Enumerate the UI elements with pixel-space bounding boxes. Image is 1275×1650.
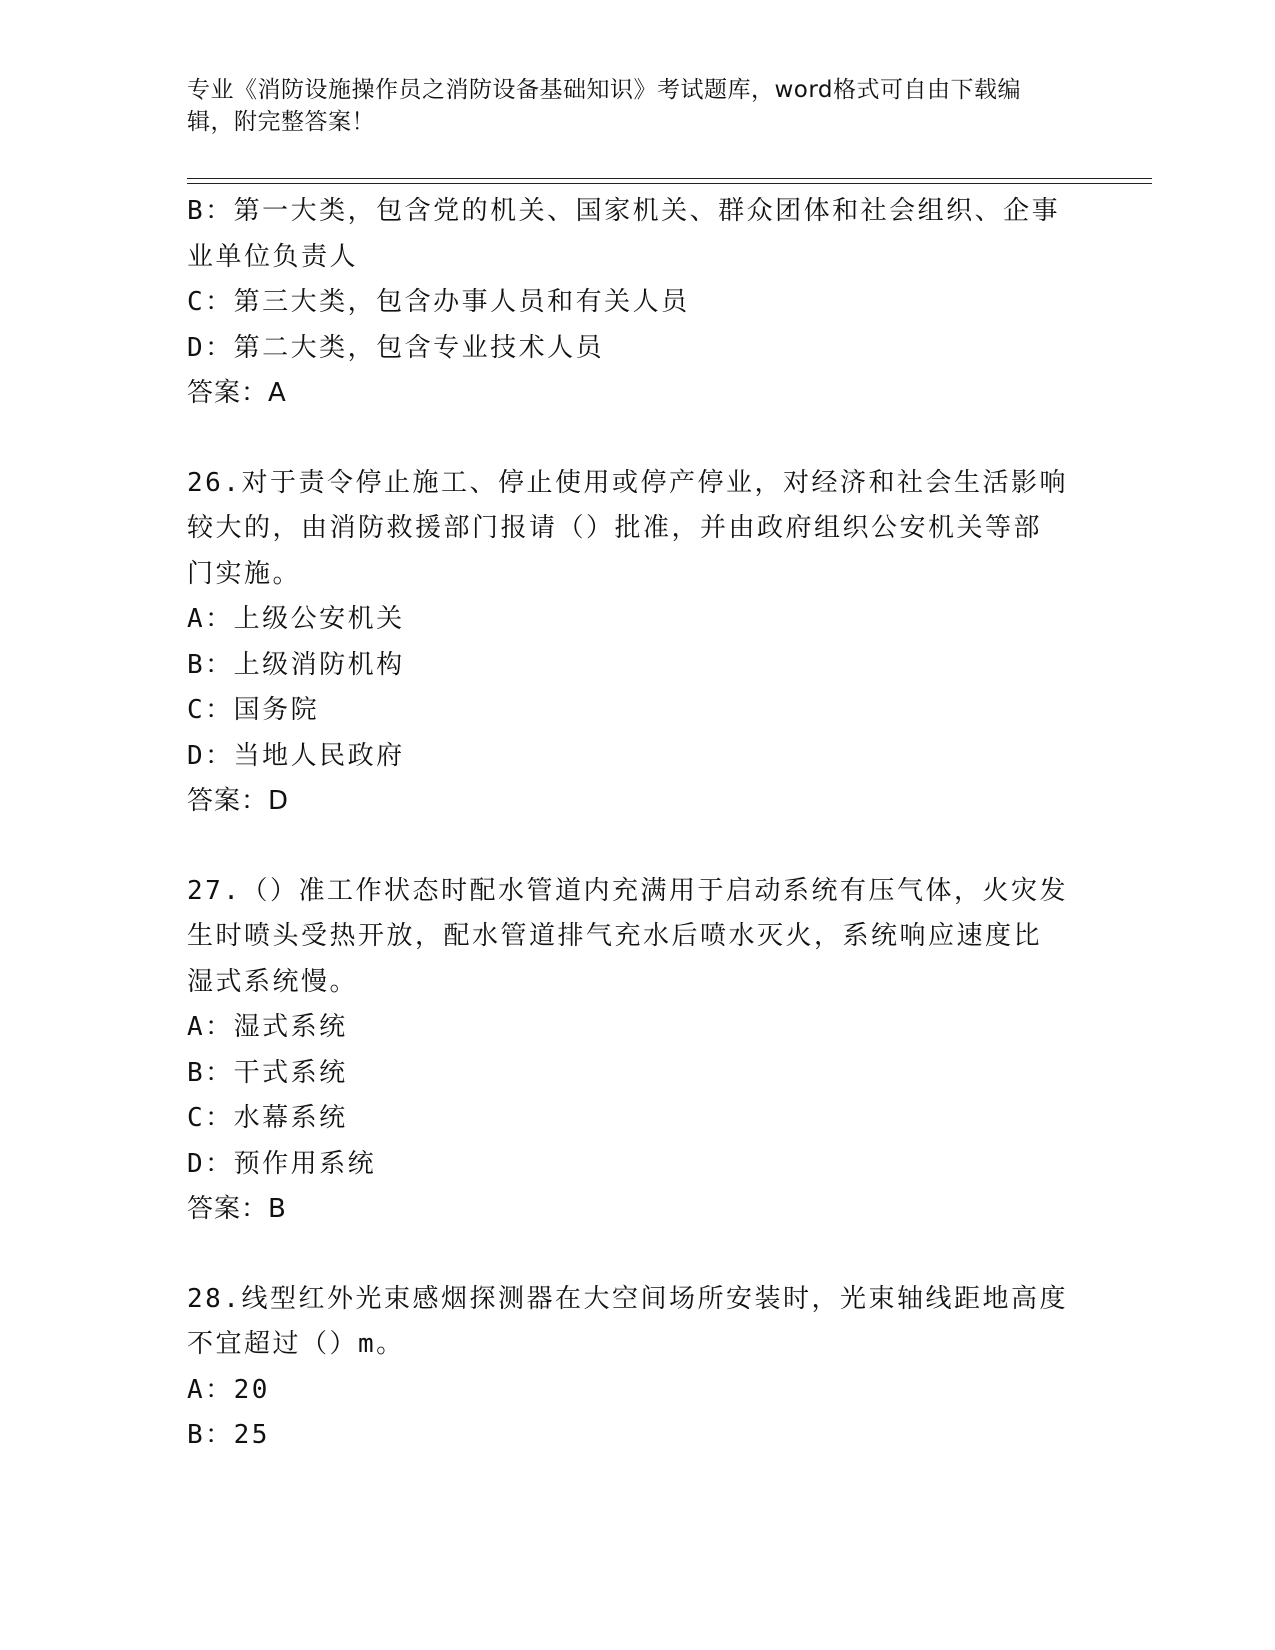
- option-b-continued: 业单位负责人: [187, 241, 359, 272]
- option-b: B：25: [187, 1420, 270, 1450]
- question-stem-continued: 生时喷头受热开放，配水管道排气充水后喷水灭火，系统响应速度比: [187, 921, 1043, 951]
- question-stem: 28.线型红外光束感烟探测器在大空间场所安装时，光束轴线距地高度: [187, 1283, 1068, 1314]
- option-d: D：当地人民政府: [187, 740, 405, 771]
- answer: 答案：A: [187, 378, 287, 408]
- question-stem-continued: 不宜超过（）m。: [187, 1329, 405, 1359]
- question-27: [187, 869, 1087, 1233]
- option-c: C：第三大类，包含办事人员和有关人员: [187, 287, 690, 317]
- header-divider-bottom: [187, 183, 1152, 184]
- header-line-1: 专业《消防设施操作员之消防设备基础知识》考试题库，word格式可自由下载编: [187, 77, 1022, 103]
- option-c: C：国务院: [187, 695, 320, 725]
- option-b: B：干式系统: [187, 1057, 348, 1088]
- option-d: D：第二大类，包含专业技术人员: [187, 332, 605, 363]
- question-26: [187, 461, 1087, 825]
- spacer: [187, 417, 1087, 461]
- spacer: [187, 1233, 1087, 1277]
- answer: 答案：B: [187, 1194, 287, 1224]
- question-stem-continued: 门实施。: [187, 558, 302, 589]
- question-28: [187, 1277, 1087, 1459]
- document-header: [187, 74, 1067, 138]
- option-a: A：湿式系统: [187, 1012, 348, 1042]
- question-stem: 26.对于责令停止施工、停止使用或停产停业，对经济和社会生活影响: [187, 467, 1068, 498]
- option-b: B：上级消防机构: [187, 649, 405, 680]
- header-line-2: 辑，附完整答案！: [187, 109, 375, 135]
- question-stem: 27.（）准工作状态时配水管道内充满用于启动系统有压气体，火灾发: [187, 875, 1068, 906]
- option-d: D：预作用系统: [187, 1148, 377, 1179]
- question-25: [187, 189, 1087, 417]
- option-a: A：20: [187, 1374, 270, 1405]
- option-c: C：水幕系统: [187, 1103, 348, 1133]
- question-stem-continued: 湿式系统慢。: [187, 966, 359, 997]
- document-body: [187, 189, 1087, 1459]
- option-b: B：第一大类，包含党的机关、国家机关、群众团体和社会组织、企事: [187, 196, 1061, 226]
- header-divider-top: [187, 178, 1152, 179]
- question-stem-continued: 较大的，由消防救援部门报请（）批准，并由政府组织公安机关等部: [187, 513, 1043, 543]
- spacer: [187, 825, 1087, 869]
- answer: 答案：D: [187, 786, 290, 816]
- option-a: A：上级公安机关: [187, 604, 405, 634]
